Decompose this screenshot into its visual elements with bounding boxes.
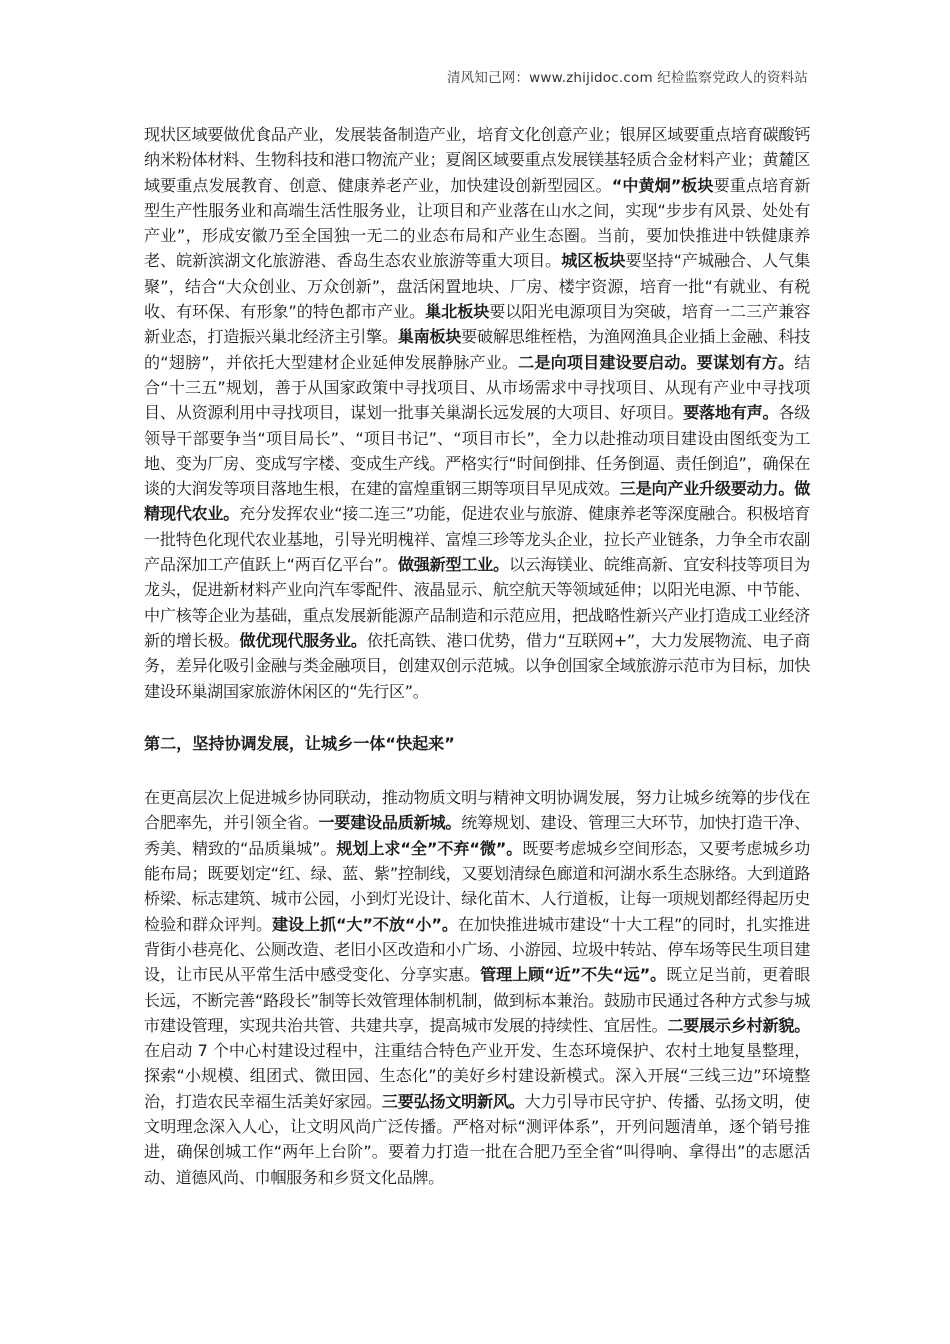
text-run: 在加快推进城市建设“十大工程”的同时，扎实推进背街小巷亮化、公厕改造、老旧小区改造和小广场、小游园、垃圾中转站、停车场等民生项目建设，让市民从平常生活中感受变化、分享实惠。 xyxy=(144,914,811,985)
body-paragraph-2 xyxy=(144,785,810,1190)
bold-run: 一要建设品质新城。 xyxy=(318,813,462,833)
text-run: 既要考虑城乡空间形态，又要考虑城乡功能布局；既要划定“红、绿、蓝、紫”控制线，又要划清绿色廊道和河湖水系生态脉络。大到道路桥梁、标志建筑、城市公园，小到灯光设计、绿化苗木、人行道板，让每一项规划都经得起历史检验和群众评判。 xyxy=(144,838,810,934)
bold-run: 管理上顾“近”不失“远”。 xyxy=(480,965,667,985)
text-run: 既立足当前，更着眼长远，不断完善“路段长”制等长效管理体制机制，做到标本兼治。鼓励市民通过各种方式参与城市建设管理，实现共治共管、共建共享，提高城市发展的持续性、宜居性。 xyxy=(144,965,810,1035)
bold-run: 三是向产业升级要动力。做精现代农业。 xyxy=(144,479,811,524)
text-run: 要坚持“产城融合、人气集聚”，结合“大众创业、万众创新”，盘活闲置地块、厂房、楼宇资源，培育一批“有就业、有税收、有环保、有形象”的特色都市产业。 xyxy=(144,251,810,322)
text-run: 要破解思维桎梏，为渔网渔具企业插上金融、科技的“翅膀”，并依托大型建材企业延伸发展静脉产业。 xyxy=(144,327,810,372)
text-run: 依托高铁、港口优势，借力“互联网+”，大力发展物流、电子商务，差异化吸引金融与类金融项目，创建双创示范城。以争创国家全域旅游示范市为目标，加快建设环巢湖国家旅游休闲区的“先行区”。 xyxy=(144,630,810,701)
text-run: 结合“十三五”规划，善于从国家政策中寻找项目、从市场需求中寻找项目、从现有产业中寻找项目、从资源利用中寻找项目，谋划一批事关巢湖长远发展的大项目、好项目。 xyxy=(144,352,810,423)
bold-run: “中黄炯”板块 xyxy=(611,175,714,195)
text-run: 大力引导市民守护、传播、弘扬文明，使文明理念深入人心，让文明风尚广泛传播。严格对标“测评体系”，开列问题清单，逐个销号推进，确保创城工作“两年上台阶”。要着力打造一批在合肥乃至全省“叫得响、拿得出”的志愿活动、道德风尚、巾帼服务和乡贤文化品牌。 xyxy=(144,1091,810,1187)
document-body xyxy=(144,122,810,1190)
bold-run: 三要弘扬文明新风。 xyxy=(381,1091,525,1111)
bold-run: 建设上抓“大”不放“小”。 xyxy=(271,914,458,934)
bold-run: 巢南板块 xyxy=(397,327,462,347)
text-run: 各级领导干部要争当“项目局长”、“项目书记”、“项目市长”，全力以赴推动项目建设由图纸变为工地、变为厂房、变成写字楼、变成生产线。严格实行“时间倒排、任务倒逼、责任倒追”，确保在谈的大润发等项目落地生根，在建的富煌重钢三期等项目早见成效。 xyxy=(144,403,810,499)
bold-run: 做优现代服务业。 xyxy=(239,630,367,650)
bold-run: 做强新型工业。 xyxy=(397,555,509,575)
text-run: 充分发挥农业“接二连三”功能，促进农业与旅游、健康养老等深度融合。积极培育一批特色化现代农业基地，引导光明槐祥、富煌三珍等龙头企业，拉长产业链条，力争全市农副产品深加工产值跃上“两百亿平台”。 xyxy=(144,504,811,575)
bold-run: 规划上求“全”不弃“微”。 xyxy=(336,838,523,858)
text-run: 要重点培育新型生产性服务业和高端生活性服务业，让项目和产业落在山水之间，实现“步步有风景、处处有产业”，形成安徽乃至全国独一无二的业态布局和产业生态圈。当前，要加快推进中铁健康养老、皖新滨湖文化旅游港、香岛生态农业旅游等重大项目。 xyxy=(144,175,810,271)
text-run: 要以阳光电源项目为突破，培育一二三产兼容新业态，打造振兴巢北经济主引擎。 xyxy=(144,302,810,347)
page-header: 清风知己网：www.zhijidoc.com 纪检监察党政人的资料站 xyxy=(446,70,808,86)
section-heading-2: 第二，坚持协调发展，让城乡一体“快起来” xyxy=(144,733,455,753)
text-run: 在更高层次上促进城乡协同联动，推动物质文明与精神文明协调发展，努力让城乡统筹的步伐在合肥率先，并引领全省。 xyxy=(144,788,810,833)
bold-run: 二是向项目建设要启动。要谋划有方。 xyxy=(518,352,795,372)
bold-run: 二要展示乡村新貌。 xyxy=(667,1015,810,1035)
body-paragraph-1 xyxy=(144,122,810,704)
bold-run: 要落地有声。 xyxy=(683,403,779,423)
text-run: 在启动 7 个中心村建设过程中，注重结合特色产业开发、生态环境保护、农村土地复垦整理，探索“小规模、组团式、微田园、生态化”的美好乡村建设新模式。深入开展“三线三边”环境整治，打造农民幸福生活美好家园。 xyxy=(144,1041,810,1111)
text-run: 以云海镁业、皖维高新、宜安科技等项目为龙头，促进新材料产业向汽车零配件、液晶显示、航空航天等领域延伸；以阳光电源、中节能、中广核等企业为基础，重点发展新能源产品制造和示范应用，把战略性新兴产业打造成工业经济新的增长极。 xyxy=(144,555,810,650)
text-run: 统筹规划、建设、管理三大环节，加快打造干净、秀美、精致的“品质巢城”。 xyxy=(144,813,811,858)
bold-run: 巢北板块 xyxy=(425,302,490,322)
text-run: 现状区域要做优食品产业，发展装备制造产业，培育文化创意产业；银屏区域要重点培育碳酸钙纳米粉体材料、生物科技和港口物流产业；夏阁区域要重点发展镁基轻质合金材料产业；黄麓区域要重点发展教育、创意、健康养老产业，加快建设创新型园区。 xyxy=(144,125,810,195)
bold-run: 城区板块 xyxy=(561,251,626,271)
